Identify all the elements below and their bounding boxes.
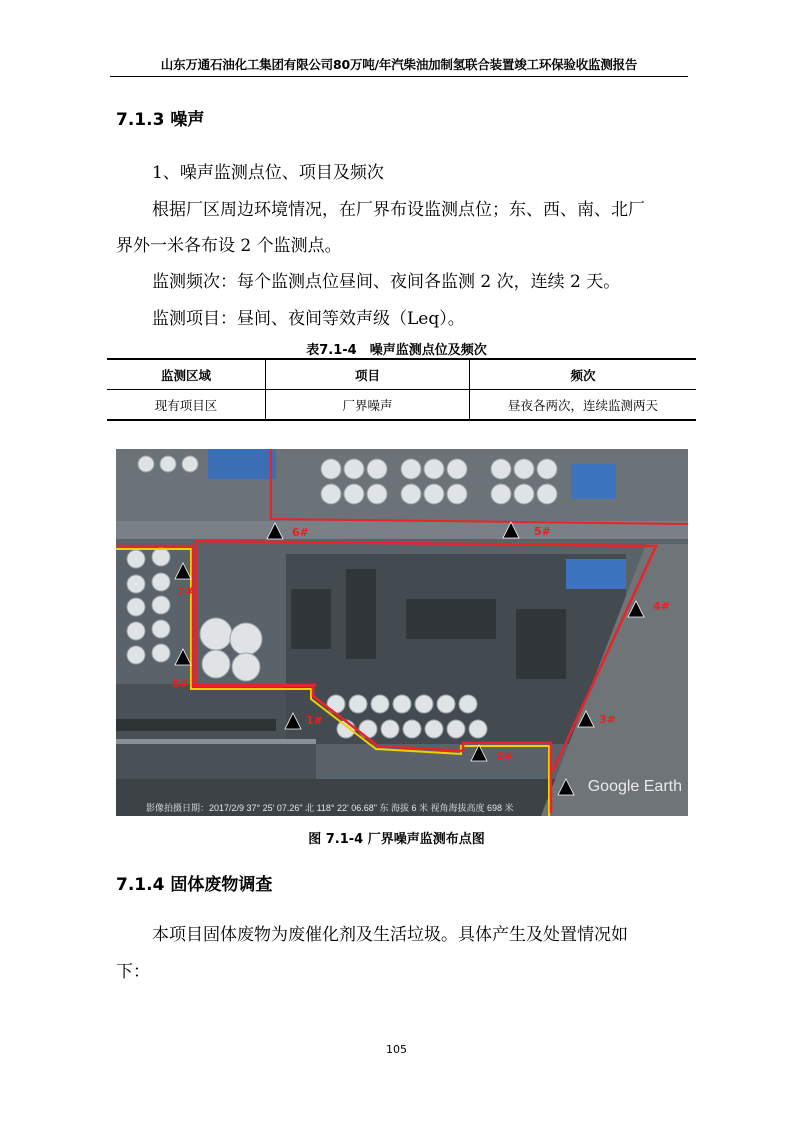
point-label-1: 1# bbox=[306, 714, 323, 727]
table-header-cell: 频次 bbox=[470, 359, 697, 390]
report-header: 山东万通石油化工集团有限公司80万吨/年汽柴油加制氢联合装置竣工环保验收监测报告 bbox=[160, 57, 638, 72]
section-7-1-4-title: 7.1.4 固体废物调查 bbox=[116, 875, 273, 895]
point-label-4: 4# bbox=[653, 600, 670, 613]
header-rule bbox=[110, 76, 688, 77]
table-header-cell: 项目 bbox=[266, 359, 470, 390]
point-label-7: 7# bbox=[177, 585, 194, 598]
figure-caption: 图 7.1-4 厂界噪声监测布点图 bbox=[308, 832, 485, 847]
page-number: 105 bbox=[386, 1043, 407, 1056]
table-header-row bbox=[107, 359, 696, 390]
point-label-5: 5# bbox=[534, 525, 551, 538]
satellite-image bbox=[116, 449, 688, 816]
point-label-8: 8# bbox=[172, 677, 189, 690]
paragraph-items: 监测项目：昼间、夜间等效声级（Leq）。 bbox=[152, 309, 465, 329]
table-cell: 现有项目区 bbox=[107, 390, 266, 421]
table-row bbox=[107, 390, 696, 421]
solid-waste-line-1: 本项目固体废物为废催化剂及生活垃圾。具体产生及处置情况如 bbox=[152, 925, 628, 945]
table-cell: 厂界噪声 bbox=[266, 390, 470, 421]
paragraph-frequency: 监测频次：每个监测点位昼间、夜间各监测 2 次，连续 2 天。 bbox=[152, 272, 621, 292]
paragraph-1-line-2: 界外一米各布设 2 个监测点。 bbox=[116, 236, 342, 256]
table-cell: 昼夜各两次，连续监测两天 bbox=[470, 390, 697, 421]
point-label-6: 6# bbox=[292, 526, 309, 539]
monitoring-table bbox=[107, 358, 696, 421]
item-1-heading: 1、噪声监测点位、项目及频次 bbox=[152, 163, 384, 183]
solid-waste-line-2: 下： bbox=[116, 962, 150, 982]
monitoring-site-map bbox=[116, 449, 688, 816]
imagery-info: 影像拍摄日期：2017/2/9 37° 25' 07.26" 北 118° 22' 06.68" 东 海拔 6 米 视角海拔高度 698 米 bbox=[146, 803, 514, 813]
google-earth-logo: Google Earth bbox=[587, 778, 682, 795]
table-header-cell: 监测区域 bbox=[107, 359, 266, 390]
table-caption: 表7.1-4 噪声监测点位及频次 bbox=[306, 343, 487, 358]
point-label-2: 2# bbox=[496, 749, 513, 762]
section-7-1-3-title: 7.1.3 噪声 bbox=[116, 110, 205, 130]
paragraph-1-line-1: 根据厂区周边环境情况，在厂界布设监测点位；东、西、南、北厂 bbox=[152, 200, 645, 220]
point-label-3: 3# bbox=[599, 713, 616, 726]
